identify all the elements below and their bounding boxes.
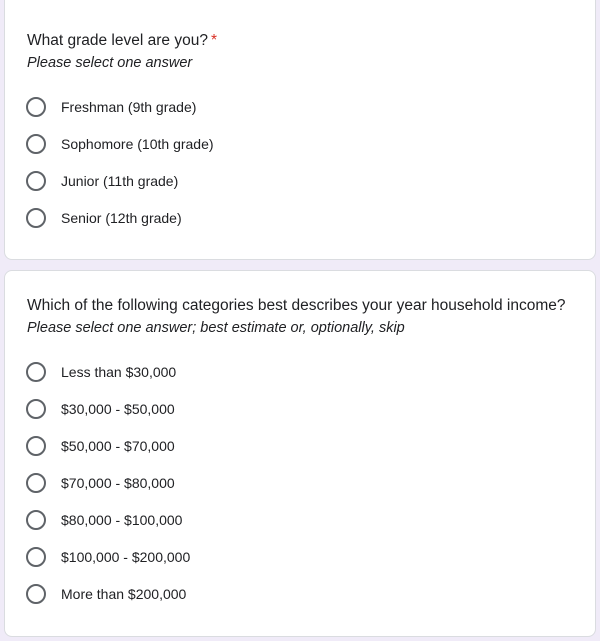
question-title: What grade level are you? * (27, 32, 217, 49)
radio-circle-icon[interactable] (26, 473, 46, 493)
radio-circle-icon[interactable] (26, 510, 46, 530)
radio-circle-icon[interactable] (26, 171, 46, 191)
option-label[interactable]: Sophomore (10th grade) (61, 136, 214, 152)
radio-option-more-than-200000[interactable] (26, 579, 186, 609)
option-label[interactable]: $100,000 - $200,000 (61, 549, 191, 565)
radio-option-less-than-30000[interactable] (26, 357, 176, 387)
radio-circle-icon[interactable] (26, 436, 46, 456)
question-help-text: Please select one answer; best estimate or, optionally, skip (27, 320, 405, 336)
option-label[interactable]: $50,000 - $70,000 (61, 438, 175, 454)
option-label[interactable]: Less than $30,000 (61, 364, 177, 380)
radio-option-sophomore[interactable] (26, 129, 214, 159)
radio-circle-icon[interactable] (26, 399, 46, 419)
radio-option-50000-70000[interactable] (26, 431, 175, 461)
required-asterisk: * (210, 32, 217, 49)
radio-circle-icon[interactable] (26, 97, 46, 117)
option-label[interactable]: $70,000 - $80,000 (61, 475, 175, 491)
radio-option-80000-100000[interactable] (26, 505, 182, 535)
option-label[interactable]: Senior (12th grade) (61, 210, 182, 226)
radio-circle-icon[interactable] (26, 362, 46, 382)
radio-option-100000-200000[interactable] (26, 542, 190, 572)
question-card-household-income (4, 270, 596, 637)
question-card-grade-level (4, 0, 596, 260)
radio-circle-icon[interactable] (26, 547, 46, 567)
radio-circle-icon[interactable] (26, 584, 46, 604)
radio-circle-icon[interactable] (26, 208, 46, 228)
option-label[interactable]: Junior (11th grade) (61, 173, 179, 189)
option-label[interactable]: More than $200,000 (61, 586, 187, 602)
radio-option-30000-50000[interactable] (26, 394, 175, 424)
radio-option-freshman[interactable] (26, 92, 196, 122)
radio-circle-icon[interactable] (26, 134, 46, 154)
option-label[interactable]: $80,000 - $100,000 (61, 512, 183, 528)
option-label[interactable]: Freshman (9th grade) (61, 99, 197, 115)
radio-option-senior[interactable] (26, 203, 182, 233)
question-help-text: Please select one answer (27, 55, 193, 71)
radio-option-junior[interactable] (26, 166, 178, 196)
option-label[interactable]: $30,000 - $50,000 (61, 401, 175, 417)
question-title: Which of the following categories best describes your year household income? (27, 297, 566, 314)
radio-option-70000-80000[interactable] (26, 468, 175, 498)
